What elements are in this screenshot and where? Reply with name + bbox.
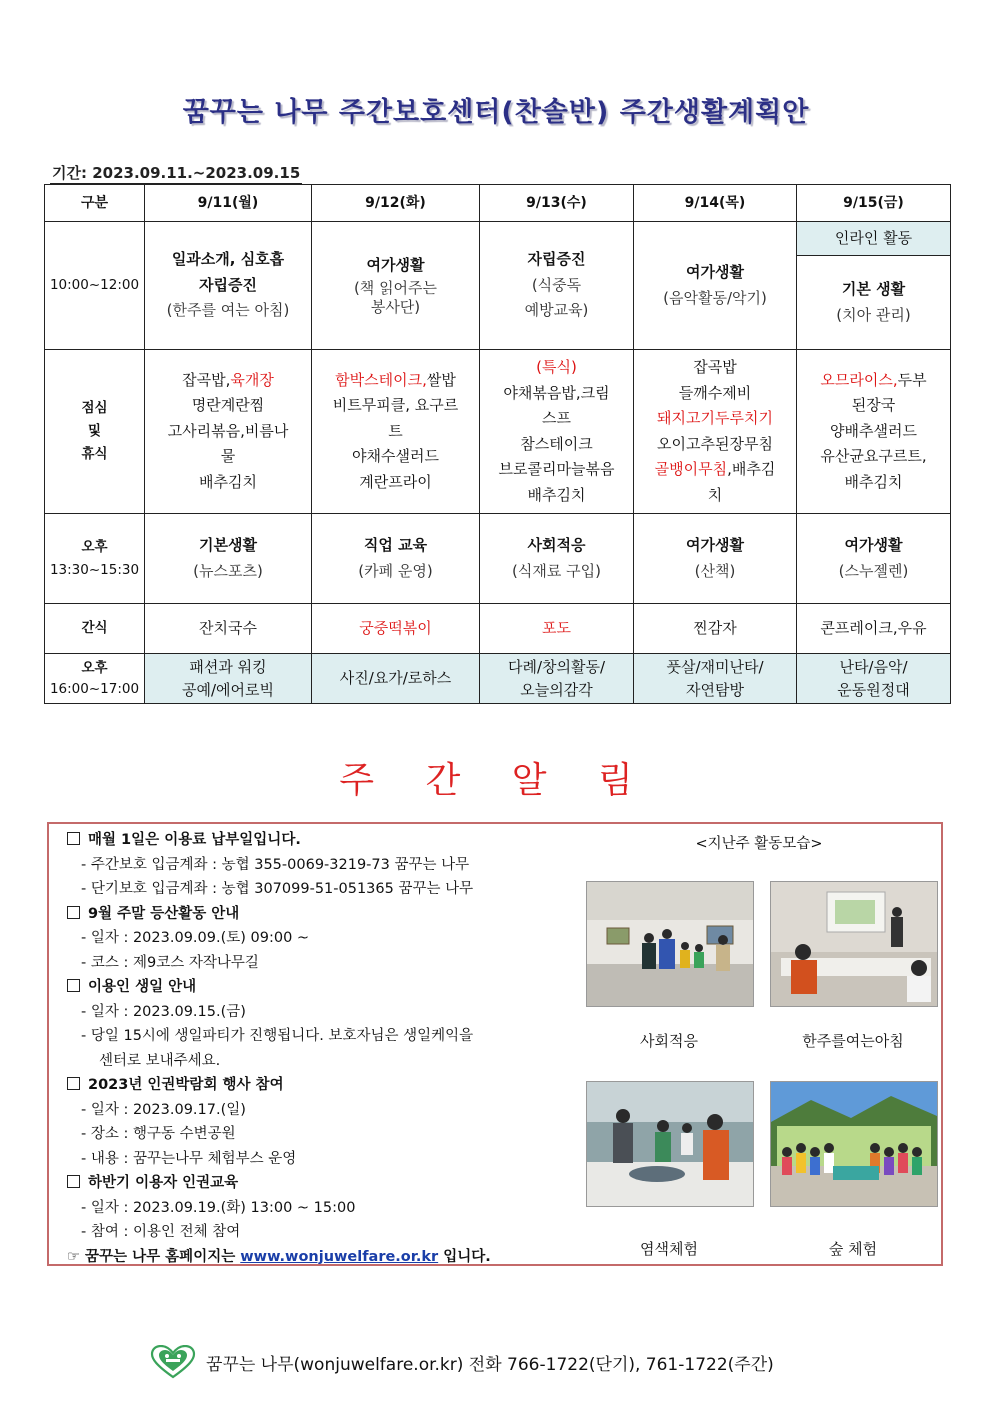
cell-snack-tue: 궁중떡볶이 bbox=[312, 604, 480, 654]
cell-late-wed: 다례/창의활동/ 오늘의감각 bbox=[480, 654, 634, 704]
cell-lunch-wed: (특식) 야채볶음밥,크림 스프 참스테이크 브로콜리마늘볶음 배추김치 bbox=[480, 350, 634, 514]
notice-item: - 일자 : 2023.09.15.(금) bbox=[81, 1003, 246, 1020]
header-day: 9/13(수) bbox=[480, 185, 634, 222]
notice-title: 주 간 알 림 bbox=[339, 760, 653, 801]
notice-heading: 2023년 인권박람회 행사 참여 bbox=[67, 1073, 587, 1098]
homepage-link[interactable]: www.wonjuwelfare.or.kr bbox=[240, 1248, 439, 1265]
notice-item: - 내용 : 꿈꾸는나무 체험부스 운영 bbox=[81, 1150, 297, 1167]
notice-heading: 이용인 생일 안내 bbox=[67, 975, 587, 1000]
cell-afternoon-tue: 직업 교육 (카페 운영) bbox=[312, 514, 480, 604]
table-row bbox=[45, 604, 951, 654]
header-day: 9/15(금) bbox=[797, 185, 951, 222]
table-row bbox=[45, 514, 951, 604]
cell-late-thu: 풋살/재미난타/ 자연탐방 bbox=[634, 654, 797, 704]
notice-item: - 일자 : 2023.09.19.(화) 13:00 ~ 15:00 bbox=[81, 1199, 356, 1216]
cell-snack-mon: 잔치국수 bbox=[145, 604, 312, 654]
notice-item: - 일자 : 2023.09.17.(일) bbox=[81, 1101, 246, 1118]
cell-morning-mon: 일과소개, 심호흡 자립증진 (한주를 여는 아침) bbox=[145, 222, 312, 350]
row-label-lunch: 점심 및 휴식 bbox=[45, 350, 145, 514]
header-day: 9/14(목) bbox=[634, 185, 797, 222]
cell-late-fri: 난타/음악/ 운동원정대 bbox=[797, 654, 951, 704]
period-label: 기간: 2023.09.11.~2023.09.15 bbox=[52, 164, 301, 182]
cell-late-mon: 패션과 워킹 공예/에어로빅 bbox=[145, 654, 312, 704]
header-corner: 구분 bbox=[45, 185, 145, 222]
cell-snack-thu: 찐감자 bbox=[634, 604, 797, 654]
photo-caption: 염색체험 bbox=[640, 1240, 698, 1258]
notice-item: - 일자 : 2023.09.09.(토) 09:00 ~ bbox=[81, 930, 310, 946]
table-row bbox=[45, 654, 951, 704]
notice-item: 센터로 보내주세요. bbox=[99, 1052, 221, 1069]
cell-morning-fri-top: 인라인 활동 bbox=[797, 222, 951, 256]
cell-afternoon-mon: 기본생활 (뉴스포츠) bbox=[145, 514, 312, 604]
cell-late-tue: 사진/요가/로하스 bbox=[312, 654, 480, 704]
notice-heading: 하반기 이용자 인권교육 bbox=[67, 1171, 587, 1196]
header-day: 9/11(월) bbox=[145, 185, 312, 222]
footer bbox=[150, 1345, 850, 1379]
cell-morning-thu: 여가생활 (음악활동/악기) bbox=[634, 222, 797, 350]
photos-caption: <지난주 활동모습> bbox=[695, 836, 823, 852]
notice-item: - 주간보호 입금계좌 : 농협 355-0069-3219-73 꿈꾸는 나무 bbox=[81, 856, 470, 873]
notice-box bbox=[47, 822, 943, 1266]
homepage-line: ☞ 꿈꾸는 나무 홈페이지는 www.wonjuwelfare.or.kr 입니다. bbox=[67, 1248, 491, 1265]
notice-item: - 참여 : 이용인 전체 참여 bbox=[81, 1224, 241, 1240]
cell-afternoon-fri: 여가생활 (스누젤렌) bbox=[797, 514, 951, 604]
cell-morning-tue: 여가생활 (책 읽어주는 봉사단) bbox=[312, 222, 480, 350]
table-row bbox=[45, 350, 951, 514]
footer-contact: 꿈꾸는 나무(wonjuwelfare.or.kr) 전화 766-1722(단기), 761-1722(주간) bbox=[206, 1355, 774, 1375]
row-label-snack: 간식 bbox=[45, 604, 145, 654]
checkbox-square-icon bbox=[67, 832, 80, 845]
cell-lunch-tue: 함박스테이크,쌀밥 비트무피클, 요구르 트 야채수샐러드 계란프라이 bbox=[312, 350, 480, 514]
notice-item: - 단기보호 입금계좌 : 농협 307099-51-051365 꿈꾸는 나무 bbox=[81, 881, 474, 897]
notice-heading: 9월 주말 등산활동 안내 bbox=[67, 902, 587, 927]
row-label-late: 오후 16:00~17:00 bbox=[45, 654, 145, 704]
cell-lunch-mon: 잡곡밥,육개장 명란계란찜 고사리볶음,비름나 물 배추김치 bbox=[145, 350, 312, 514]
notice-item: - 코스 : 제9코스 자작나무길 bbox=[81, 954, 259, 971]
activity-photo bbox=[586, 881, 754, 1007]
header-day: 9/12(화) bbox=[312, 185, 480, 222]
notice-item: - 당일 15시에 생일파티가 진행됩니다. 보호자님은 생일케익을 bbox=[81, 1028, 474, 1044]
page-title: 꿈꾸는 나무 주간보호센터(찬솔반) 주간생활계획안 bbox=[182, 97, 810, 128]
cell-afternoon-thu: 여가생활 (산책) bbox=[634, 514, 797, 604]
activity-photo bbox=[770, 881, 938, 1007]
weekly-plan-table bbox=[44, 184, 951, 704]
cell-morning-wed: 자립증진 (식중독 예방교육) bbox=[480, 222, 634, 350]
checkbox-square-icon bbox=[67, 1175, 80, 1188]
notice-list bbox=[67, 828, 587, 1269]
heart-logo-icon bbox=[150, 1345, 196, 1379]
table-row bbox=[45, 222, 951, 256]
row-label-morning: 10:00~12:00 bbox=[45, 222, 145, 350]
cell-lunch-thu: 잡곡밥 들깨수제비 돼지고기두루치기 오이고추된장무침 골뱅이무침,배추김 치 bbox=[634, 350, 797, 514]
checkbox-square-icon bbox=[67, 906, 80, 919]
cell-lunch-fri: 오므라이스,두부 된장국 양배추샐러드 유산균요구르트, 배추김치 bbox=[797, 350, 951, 514]
notice-heading: 매월 1일은 이용료 납부일입니다. bbox=[67, 828, 587, 853]
cell-afternoon-wed: 사회적응 (식재료 구입) bbox=[480, 514, 634, 604]
cell-snack-wed: 포도 bbox=[480, 604, 634, 654]
photo-caption: 숲 체험 bbox=[828, 1240, 878, 1258]
activity-photo bbox=[770, 1081, 938, 1207]
table-header-row bbox=[45, 185, 951, 222]
photo-caption: 한주를여는아침 bbox=[802, 1032, 904, 1050]
checkbox-square-icon bbox=[67, 979, 80, 992]
row-label-afternoon: 오후 13:30~15:30 bbox=[45, 514, 145, 604]
photo-caption: 사회적응 bbox=[640, 1032, 698, 1050]
checkbox-square-icon bbox=[67, 1077, 80, 1090]
cell-snack-fri: 콘프레이크,우유 bbox=[797, 604, 951, 654]
activity-photo bbox=[586, 1081, 754, 1207]
notice-item: - 장소 : 행구동 수변공원 bbox=[81, 1126, 236, 1142]
cell-morning-fri: 기본 생활 (치아 관리) bbox=[797, 256, 951, 350]
